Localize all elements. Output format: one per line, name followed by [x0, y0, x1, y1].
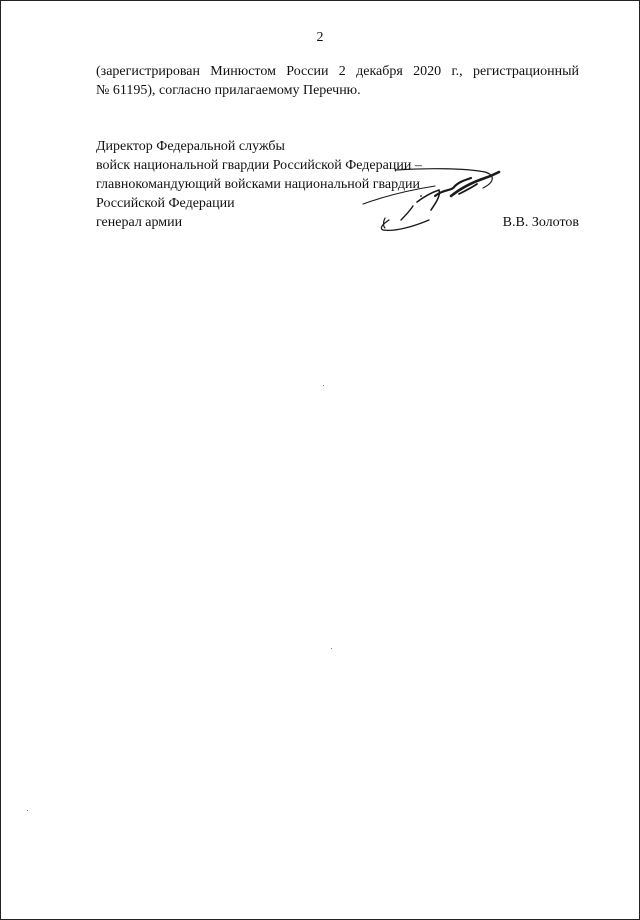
handwritten-signature — [355, 166, 510, 236]
scan-speck — [323, 385, 324, 386]
signer-title-line-1: Директор Федеральной службы — [96, 139, 285, 154]
signer-rank: генерал армии — [96, 215, 183, 230]
body-line-1: (зарегистрирован Минюстом России 2 декабря 2020 г., регистрационный — [96, 64, 579, 79]
page-number: 2 — [316, 30, 324, 45]
signer-name: В.В. Золотов — [502, 215, 579, 230]
body-paragraph — [96, 62, 579, 100]
scan-speck — [27, 810, 28, 811]
signer-title-line-3: главнокомандующий войсками национальной гвардии — [96, 177, 421, 192]
signer-title-line-2: войск национальной гвардии Российской Федерации – — [96, 158, 422, 173]
scan-speck — [331, 648, 332, 649]
signer-title-line-4: Российской Федерации — [96, 196, 235, 211]
body-line-2: № 61195), согласно прилагаемому Перечню. — [96, 83, 361, 98]
